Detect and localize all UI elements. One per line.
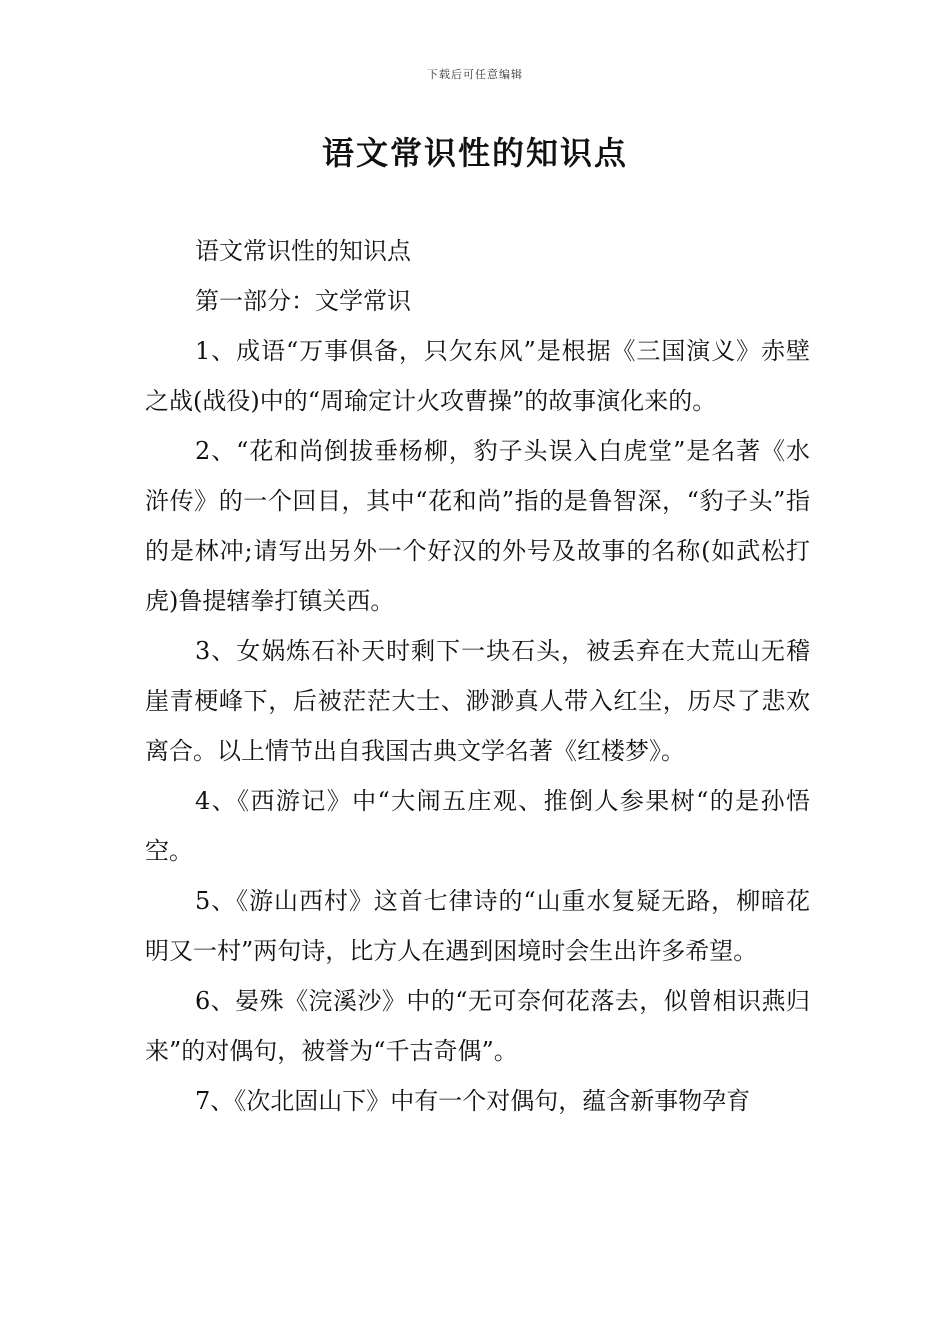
paragraph-item-1: 1、成语“万事俱备，只欠东风”是根据《三国演义》赤壁之战(战役)中的“周瑜定计火攻曹操”的故事演化来的。 [145, 337, 810, 415]
paragraph-subtitle: 语文常识性的知识点 [195, 237, 411, 265]
paragraph-item-3: 3、女娲炼石补天时剩下一块石头，被丢弃在大荒山无稽崖青梗峰下，后被茫茫大士、渺渺真人带入红尘，历尽了悲欢离合。以上情节出自我国古典文学名著《红楼梦》。 [145, 637, 810, 765]
header-note: 下载后可任意编辑 [427, 68, 523, 81]
paragraph-item-6: 6、晏殊《浣溪沙》中的“无可奈何花落去，似曾相识燕归来”的对偶句，被誉为“千古奇偶”。 [145, 987, 810, 1065]
document-title: 语文常识性的知识点 [321, 134, 628, 172]
paragraph-item-4: 4、《西游记》中“大闹五庄观、推倒人参果树“的是孙悟空。 [145, 787, 810, 865]
paragraph-item-2: 2、“花和尚倒拔垂杨柳，豹子头误入白虎堂”是名著《水浒传》的一个回目，其中“花和尚”指的是鲁智深，“豹子头”指的是林冲;请写出另外一个好汉的外号及故事的名称(如武松打虎)鲁提辖拳打镇关西。 [145, 437, 810, 615]
document-body [145, 226, 810, 1126]
paragraph-section-heading: 第一部分：文学常识 [195, 287, 411, 315]
paragraph-item-5: 5、《游山西村》这首七律诗的“山重水复疑无路，柳暗花明又一村”两句诗，比方人在遇到困境时会生出许多希望。 [145, 887, 810, 965]
paragraph-item-7: 7、《次北固山下》中有一个对偶句，蕴含新事物孕育 [195, 1087, 751, 1115]
